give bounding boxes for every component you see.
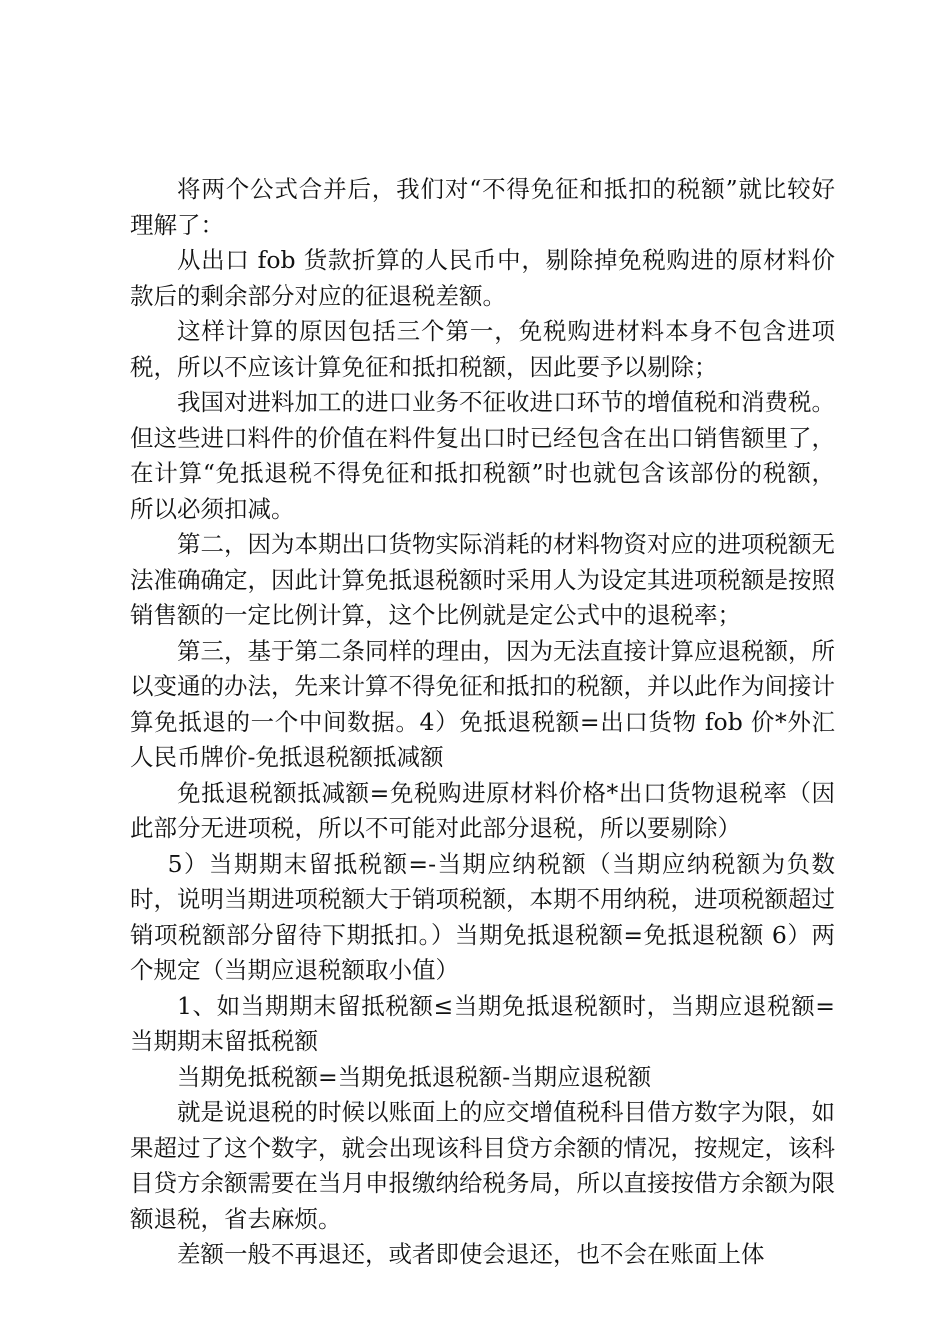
paragraph-12: 差额一般不再退还，或者即使会退还，也不会在账面上体: [177, 1240, 765, 1268]
paragraph-11: 就是说退税的时候以账面上的应交增值税科目借方数字为限，如果超过了这个数字，就会出现该科目贷方余额的情况，按规定，该科目贷方余额需要在当月申报缴纳给税务局，所以直接按借方余额为限额退税，省去麻烦。: [130, 1098, 835, 1233]
paragraph-1: 将两个公式合并后，我们对“不得免征和抵扣的税额”就比较好理解了：: [130, 175, 835, 239]
paragraph-2: 从出口 fob 货款折算的人民币中，剔除掉免税购进的原材料价款后的剩余部分对应的征退税差额。: [130, 246, 835, 310]
paragraph-6: 第三，基于第二条同样的理由，因为无法直接计算应退税额，所以变通的办法，先来计算不得免征和抵扣的税额，并以此作为间接计算免抵退的一个中间数据。4）免抵退税额=出口货物 fob 价*外汇人民币牌价-免抵退税额抵减额: [130, 636, 835, 771]
paragraph-7: 免抵退税额抵减额=免税购进原材料价格*出口货物退税率（因此部分无进项税，所以不可能对此部分退税，所以要剔除）: [130, 778, 835, 842]
paragraph-8: 5）当期期末留抵税额=-当期应纳税额（当期应纳税额为负数时，说明当期进项税额大于销项税额，本期不用纳税，进项税额超过销项税额部分留待下期抵扣。）当期免抵退税额=免抵退税额 6）两个规定（当期应退税额取小值）: [130, 849, 835, 984]
paragraph-10: 当期免抵税额=当期免抵退税额-当期应退税额: [177, 1062, 652, 1091]
paragraph-9: 1、如当期期末留抵税额≤当期免抵退税额时，当期应退税额=当期期末留抵税额: [130, 991, 835, 1055]
paragraph-4: 我国对进料加工的进口业务不征收进口环节的增值税和消费税。但这些进口料件的价值在料件复出口时已经包含在出口销售额里了，在计算“免抵退税不得免征和抵扣税额”时也就包含该部份的税额，所以必须扣减。: [130, 388, 835, 523]
paragraph-3: 这样计算的原因包括三个第一，免税购进材料本身不包含进项税，所以不应该计算免征和抵扣税额，因此要予以剔除；: [130, 317, 835, 381]
document-body: [130, 172, 835, 1273]
paragraph-5: 第二，因为本期出口货物实际消耗的材料物资对应的进项税额无法准确确定，因此计算免抵退税额时采用人为设定其进项税额是按照销售额的一定比例计算，这个比例就是定公式中的退税率；: [130, 530, 835, 629]
